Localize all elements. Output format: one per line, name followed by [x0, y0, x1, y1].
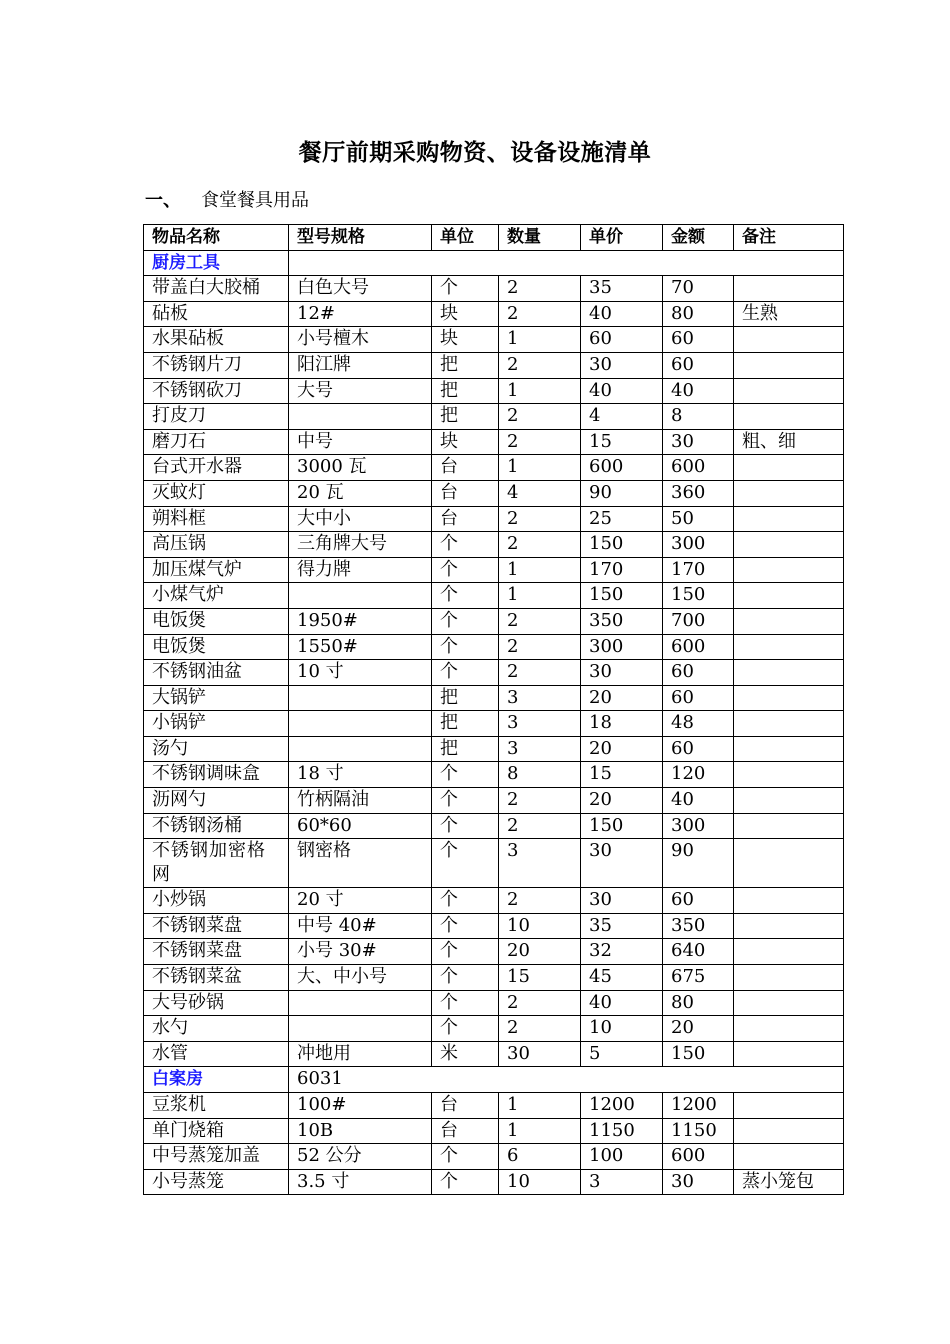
table-row [144, 532, 844, 558]
table-cell [289, 583, 432, 609]
table-cell: 170 [581, 557, 663, 583]
table-cell: 4 [581, 404, 663, 430]
table-cell: 1200 [581, 1093, 663, 1119]
table-cell: 台 [432, 480, 499, 506]
table-cell: 18 [581, 711, 663, 737]
column-header: 单价 [581, 225, 663, 251]
table-cell: 个 [432, 583, 499, 609]
table-cell: 个 [432, 888, 499, 914]
table-cell [289, 990, 432, 1016]
table-cell: 10 [499, 1169, 581, 1195]
table-cell: 个 [432, 1144, 499, 1170]
table-row [144, 1093, 844, 1119]
table-cell: 灭蚊灯 [144, 480, 289, 506]
table-cell: 60*60 [289, 813, 432, 839]
table-cell: 个 [432, 965, 499, 991]
table-cell: 10 [499, 913, 581, 939]
section-heading [145, 186, 309, 212]
table-cell: 60 [663, 888, 734, 914]
table-cell [734, 1016, 844, 1042]
table-cell [734, 608, 844, 634]
table-cell: 40 [581, 990, 663, 1016]
table-cell [734, 813, 844, 839]
table-cell: 600 [663, 634, 734, 660]
table-cell: 小号蒸笼 [144, 1169, 289, 1195]
table-cell: 2 [499, 301, 581, 327]
table-cell: 不锈钢汤桶 [144, 813, 289, 839]
table-cell: 2 [499, 634, 581, 660]
table-cell: 3 [581, 1169, 663, 1195]
table-cell: 中号 [289, 429, 432, 455]
table-cell: 大号 [289, 378, 432, 404]
table-cell: 电饭煲 [144, 608, 289, 634]
table-cell: 个 [432, 634, 499, 660]
table-cell [289, 736, 432, 762]
table-row [144, 404, 844, 430]
table-cell: 3000 瓦 [289, 455, 432, 481]
table-cell: 40 [663, 378, 734, 404]
table-cell [734, 939, 844, 965]
table-cell: 个 [432, 1016, 499, 1042]
table-cell: 3 [499, 839, 581, 888]
table-cell: 2 [499, 990, 581, 1016]
table-cell: 加压煤气炉 [144, 557, 289, 583]
table-cell [289, 404, 432, 430]
table-cell [734, 1093, 844, 1119]
table-cell: 70 [663, 276, 734, 302]
table-cell: 600 [581, 455, 663, 481]
table-row [144, 1016, 844, 1042]
table-cell: 把 [432, 404, 499, 430]
table-cell: 不锈钢片刀 [144, 352, 289, 378]
table-cell: 个 [432, 1169, 499, 1195]
table-cell: 150 [581, 532, 663, 558]
table-cell: 钢密格 [289, 839, 432, 888]
table-cell: 台 [432, 1118, 499, 1144]
table-cell: 个 [432, 990, 499, 1016]
table-cell: 个 [432, 608, 499, 634]
table-cell: 粗、细 [734, 429, 844, 455]
table-cell [734, 888, 844, 914]
table-cell: 水果砧板 [144, 327, 289, 353]
table-cell: 打皮刀 [144, 404, 289, 430]
table-cell: 10 [581, 1016, 663, 1042]
table-cell: 把 [432, 711, 499, 737]
table-cell: 2 [499, 788, 581, 814]
table-cell: 个 [432, 762, 499, 788]
table-cell [289, 711, 432, 737]
table-cell: 40 [663, 788, 734, 814]
table-cell: 150 [663, 1041, 734, 1067]
table-cell: 不锈钢加密格网 [144, 839, 289, 888]
table-cell: 大号砂锅 [144, 990, 289, 1016]
table-cell: 150 [581, 583, 663, 609]
table-cell: 60 [663, 352, 734, 378]
table-cell: 3 [499, 711, 581, 737]
table-cell: 把 [432, 378, 499, 404]
table-cell [734, 990, 844, 1016]
table-cell: 1 [499, 583, 581, 609]
table-cell: 大锅铲 [144, 685, 289, 711]
table-cell: 1 [499, 1118, 581, 1144]
category-name: 厨房工具 [144, 250, 289, 276]
table-cell: 700 [663, 608, 734, 634]
table-cell: 15 [581, 429, 663, 455]
table-cell: 1 [499, 455, 581, 481]
table-cell: 1 [499, 378, 581, 404]
table-cell: 小煤气炉 [144, 583, 289, 609]
table-cell: 小号檀木 [289, 327, 432, 353]
table-cell [734, 455, 844, 481]
table-cell: 60 [663, 660, 734, 686]
table-row [144, 939, 844, 965]
table-cell: 20 瓦 [289, 480, 432, 506]
table-cell [289, 1016, 432, 1042]
category-row [144, 1067, 844, 1093]
table-cell: 个 [432, 813, 499, 839]
category-row [144, 250, 844, 276]
table-cell: 不锈钢菜盘 [144, 913, 289, 939]
table-cell [734, 352, 844, 378]
table-cell: 640 [663, 939, 734, 965]
table-cell: 不锈钢菜盆 [144, 965, 289, 991]
table-row [144, 990, 844, 1016]
table-cell: 6 [499, 1144, 581, 1170]
table-cell: 米 [432, 1041, 499, 1067]
column-header: 物品名称 [144, 225, 289, 251]
table-cell: 20 [581, 788, 663, 814]
table-cell: 1550# [289, 634, 432, 660]
table-cell [734, 506, 844, 532]
table-cell: 3 [499, 685, 581, 711]
table-cell: 2 [499, 813, 581, 839]
category-name: 白案房 [144, 1067, 289, 1093]
table-cell: 20 寸 [289, 888, 432, 914]
table-cell: 30 [663, 429, 734, 455]
table-cell: 10B [289, 1118, 432, 1144]
table-cell: 90 [581, 480, 663, 506]
table-cell: 水勺 [144, 1016, 289, 1042]
table-cell: 个 [432, 660, 499, 686]
table-cell: 360 [663, 480, 734, 506]
table-cell: 块 [432, 327, 499, 353]
table-cell: 30 [663, 1169, 734, 1195]
table-cell [734, 711, 844, 737]
table-cell: 300 [663, 813, 734, 839]
table-cell: 小锅铲 [144, 711, 289, 737]
table-cell: 中号 40# [289, 913, 432, 939]
table-cell [734, 839, 844, 888]
inventory-table-body [144, 225, 844, 1195]
document-title: 餐厅前期采购物资、设备设施清单 [298, 140, 652, 166]
table-cell: 120 [663, 762, 734, 788]
table-cell: 30 [499, 1041, 581, 1067]
table-cell [734, 378, 844, 404]
table-cell [734, 557, 844, 583]
table-row [144, 583, 844, 609]
table-cell: 100 [581, 1144, 663, 1170]
section-number: 一、 [145, 190, 181, 211]
table-row [144, 913, 844, 939]
table-row [144, 788, 844, 814]
table-cell: 把 [432, 685, 499, 711]
table-cell: 350 [663, 913, 734, 939]
table-cell: 675 [663, 965, 734, 991]
table-cell: 得力牌 [289, 557, 432, 583]
table-row [144, 839, 844, 888]
table-row [144, 327, 844, 353]
table-cell: 15 [581, 762, 663, 788]
table-cell: 个 [432, 532, 499, 558]
table-cell: 台 [432, 506, 499, 532]
table-cell: 50 [663, 506, 734, 532]
table-cell: 白色大号 [289, 276, 432, 302]
table-cell: 60 [663, 327, 734, 353]
table-header-row [144, 225, 844, 251]
table-cell: 3 [499, 736, 581, 762]
table-cell: 个 [432, 939, 499, 965]
table-row [144, 429, 844, 455]
table-cell: 20 [499, 939, 581, 965]
table-cell: 竹柄隔油 [289, 788, 432, 814]
table-cell: 冲地用 [289, 1041, 432, 1067]
table-row [144, 1041, 844, 1067]
table-cell: 汤勺 [144, 736, 289, 762]
table-row [144, 480, 844, 506]
table-cell: 40 [581, 378, 663, 404]
table-cell: 沥网勺 [144, 788, 289, 814]
table-cell: 2 [499, 660, 581, 686]
table-cell: 蒸小笼包 [734, 1169, 844, 1195]
table-cell [734, 1144, 844, 1170]
table-cell: 1 [499, 1093, 581, 1119]
section-label: 食堂餐具用品 [201, 190, 309, 211]
table-cell: 2 [499, 608, 581, 634]
table-cell [734, 913, 844, 939]
table-cell: 豆浆机 [144, 1093, 289, 1119]
table-cell: 12# [289, 301, 432, 327]
table-row [144, 1144, 844, 1170]
table-row [144, 736, 844, 762]
table-cell [734, 1041, 844, 1067]
table-cell [734, 660, 844, 686]
table-row [144, 557, 844, 583]
table-row [144, 378, 844, 404]
table-cell: 170 [663, 557, 734, 583]
table-cell: 600 [663, 455, 734, 481]
table-row [144, 352, 844, 378]
table-cell: 45 [581, 965, 663, 991]
table-cell: 把 [432, 736, 499, 762]
table-row [144, 506, 844, 532]
table-cell [734, 276, 844, 302]
table-cell [734, 327, 844, 353]
table-cell: 90 [663, 839, 734, 888]
table-row [144, 965, 844, 991]
table-cell: 个 [432, 557, 499, 583]
table-cell: 2 [499, 352, 581, 378]
table-row [144, 711, 844, 737]
table-cell: 3.5 寸 [289, 1169, 432, 1195]
table-cell: 30 [581, 888, 663, 914]
table-cell [734, 634, 844, 660]
column-header: 型号规格 [289, 225, 432, 251]
category-note [289, 250, 844, 276]
table-cell: 不锈钢调味盒 [144, 762, 289, 788]
table-cell: 2 [499, 888, 581, 914]
table-row [144, 813, 844, 839]
table-cell [734, 583, 844, 609]
table-cell [734, 965, 844, 991]
table-cell: 100# [289, 1093, 432, 1119]
table-cell: 300 [663, 532, 734, 558]
table-row [144, 608, 844, 634]
table-cell: 1 [499, 557, 581, 583]
table-cell: 10 寸 [289, 660, 432, 686]
table-cell: 60 [663, 736, 734, 762]
table-cell: 35 [581, 913, 663, 939]
table-cell: 1150 [663, 1118, 734, 1144]
table-cell: 电饭煲 [144, 634, 289, 660]
column-header: 备注 [734, 225, 844, 251]
table-cell: 2 [499, 532, 581, 558]
table-row [144, 301, 844, 327]
table-cell: 600 [663, 1144, 734, 1170]
table-cell: 32 [581, 939, 663, 965]
table-cell: 150 [581, 813, 663, 839]
table-row [144, 888, 844, 914]
table-row [144, 1169, 844, 1195]
table-cell: 朔料框 [144, 506, 289, 532]
table-cell: 300 [581, 634, 663, 660]
table-cell: 1150 [581, 1118, 663, 1144]
table-cell: 80 [663, 990, 734, 1016]
table-cell: 台 [432, 1093, 499, 1119]
table-cell: 2 [499, 276, 581, 302]
table-row [144, 634, 844, 660]
table-cell: 48 [663, 711, 734, 737]
table-cell: 单门烧箱 [144, 1118, 289, 1144]
table-cell: 20 [581, 685, 663, 711]
table-cell: 把 [432, 352, 499, 378]
column-header: 金额 [663, 225, 734, 251]
table-cell: 25 [581, 506, 663, 532]
table-cell: 高压锅 [144, 532, 289, 558]
table-cell [734, 404, 844, 430]
table-cell: 阳江牌 [289, 352, 432, 378]
table-cell: 80 [663, 301, 734, 327]
table-cell: 20 [581, 736, 663, 762]
table-cell: 小号 30# [289, 939, 432, 965]
category-note: 6031 [289, 1067, 844, 1093]
table-row [144, 660, 844, 686]
table-cell: 15 [499, 965, 581, 991]
table-row [144, 685, 844, 711]
table-cell: 18 寸 [289, 762, 432, 788]
table-cell: 35 [581, 276, 663, 302]
table-row [144, 455, 844, 481]
table-cell: 2 [499, 429, 581, 455]
table-cell: 不锈钢菜盘 [144, 939, 289, 965]
table-cell: 30 [581, 839, 663, 888]
table-cell: 大中小 [289, 506, 432, 532]
table-row [144, 276, 844, 302]
table-cell: 大、中小号 [289, 965, 432, 991]
table-cell: 30 [581, 660, 663, 686]
table-cell: 60 [663, 685, 734, 711]
table-cell: 生熟 [734, 301, 844, 327]
table-cell: 1200 [663, 1093, 734, 1119]
table-cell: 20 [663, 1016, 734, 1042]
table-cell [289, 685, 432, 711]
table-cell [734, 788, 844, 814]
table-cell: 4 [499, 480, 581, 506]
table-cell: 个 [432, 276, 499, 302]
table-cell: 台 [432, 455, 499, 481]
table-cell: 60 [581, 327, 663, 353]
table-cell: 52 公分 [289, 1144, 432, 1170]
table-cell: 1950# [289, 608, 432, 634]
table-cell: 块 [432, 429, 499, 455]
table-cell: 个 [432, 839, 499, 888]
table-cell: 5 [581, 1041, 663, 1067]
table-cell: 个 [432, 913, 499, 939]
table-cell [734, 762, 844, 788]
table-cell [734, 685, 844, 711]
table-row [144, 762, 844, 788]
table-cell: 三角牌大号 [289, 532, 432, 558]
table-cell: 1 [499, 327, 581, 353]
table-cell: 中号蒸笼加盖 [144, 1144, 289, 1170]
table-cell: 个 [432, 788, 499, 814]
table-cell: 350 [581, 608, 663, 634]
table-cell: 8 [663, 404, 734, 430]
table-cell: 8 [499, 762, 581, 788]
table-cell: 150 [663, 583, 734, 609]
table-cell: 砧板 [144, 301, 289, 327]
table-cell: 水管 [144, 1041, 289, 1067]
table-cell: 2 [499, 404, 581, 430]
table-cell: 2 [499, 1016, 581, 1042]
table-cell: 块 [432, 301, 499, 327]
table-cell: 2 [499, 506, 581, 532]
column-header: 数量 [499, 225, 581, 251]
table-cell: 不锈钢砍刀 [144, 378, 289, 404]
table-cell: 30 [581, 352, 663, 378]
table-cell [734, 532, 844, 558]
table-row [144, 1118, 844, 1144]
inventory-table [143, 224, 844, 1195]
table-cell: 小炒锅 [144, 888, 289, 914]
table-cell: 带盖白大胶桶 [144, 276, 289, 302]
table-cell: 台式开水器 [144, 455, 289, 481]
table-cell: 不锈钢油盆 [144, 660, 289, 686]
table-cell: 40 [581, 301, 663, 327]
table-cell [734, 480, 844, 506]
table-cell: 磨刀石 [144, 429, 289, 455]
column-header: 单位 [432, 225, 499, 251]
table-cell [734, 736, 844, 762]
table-cell [734, 1118, 844, 1144]
